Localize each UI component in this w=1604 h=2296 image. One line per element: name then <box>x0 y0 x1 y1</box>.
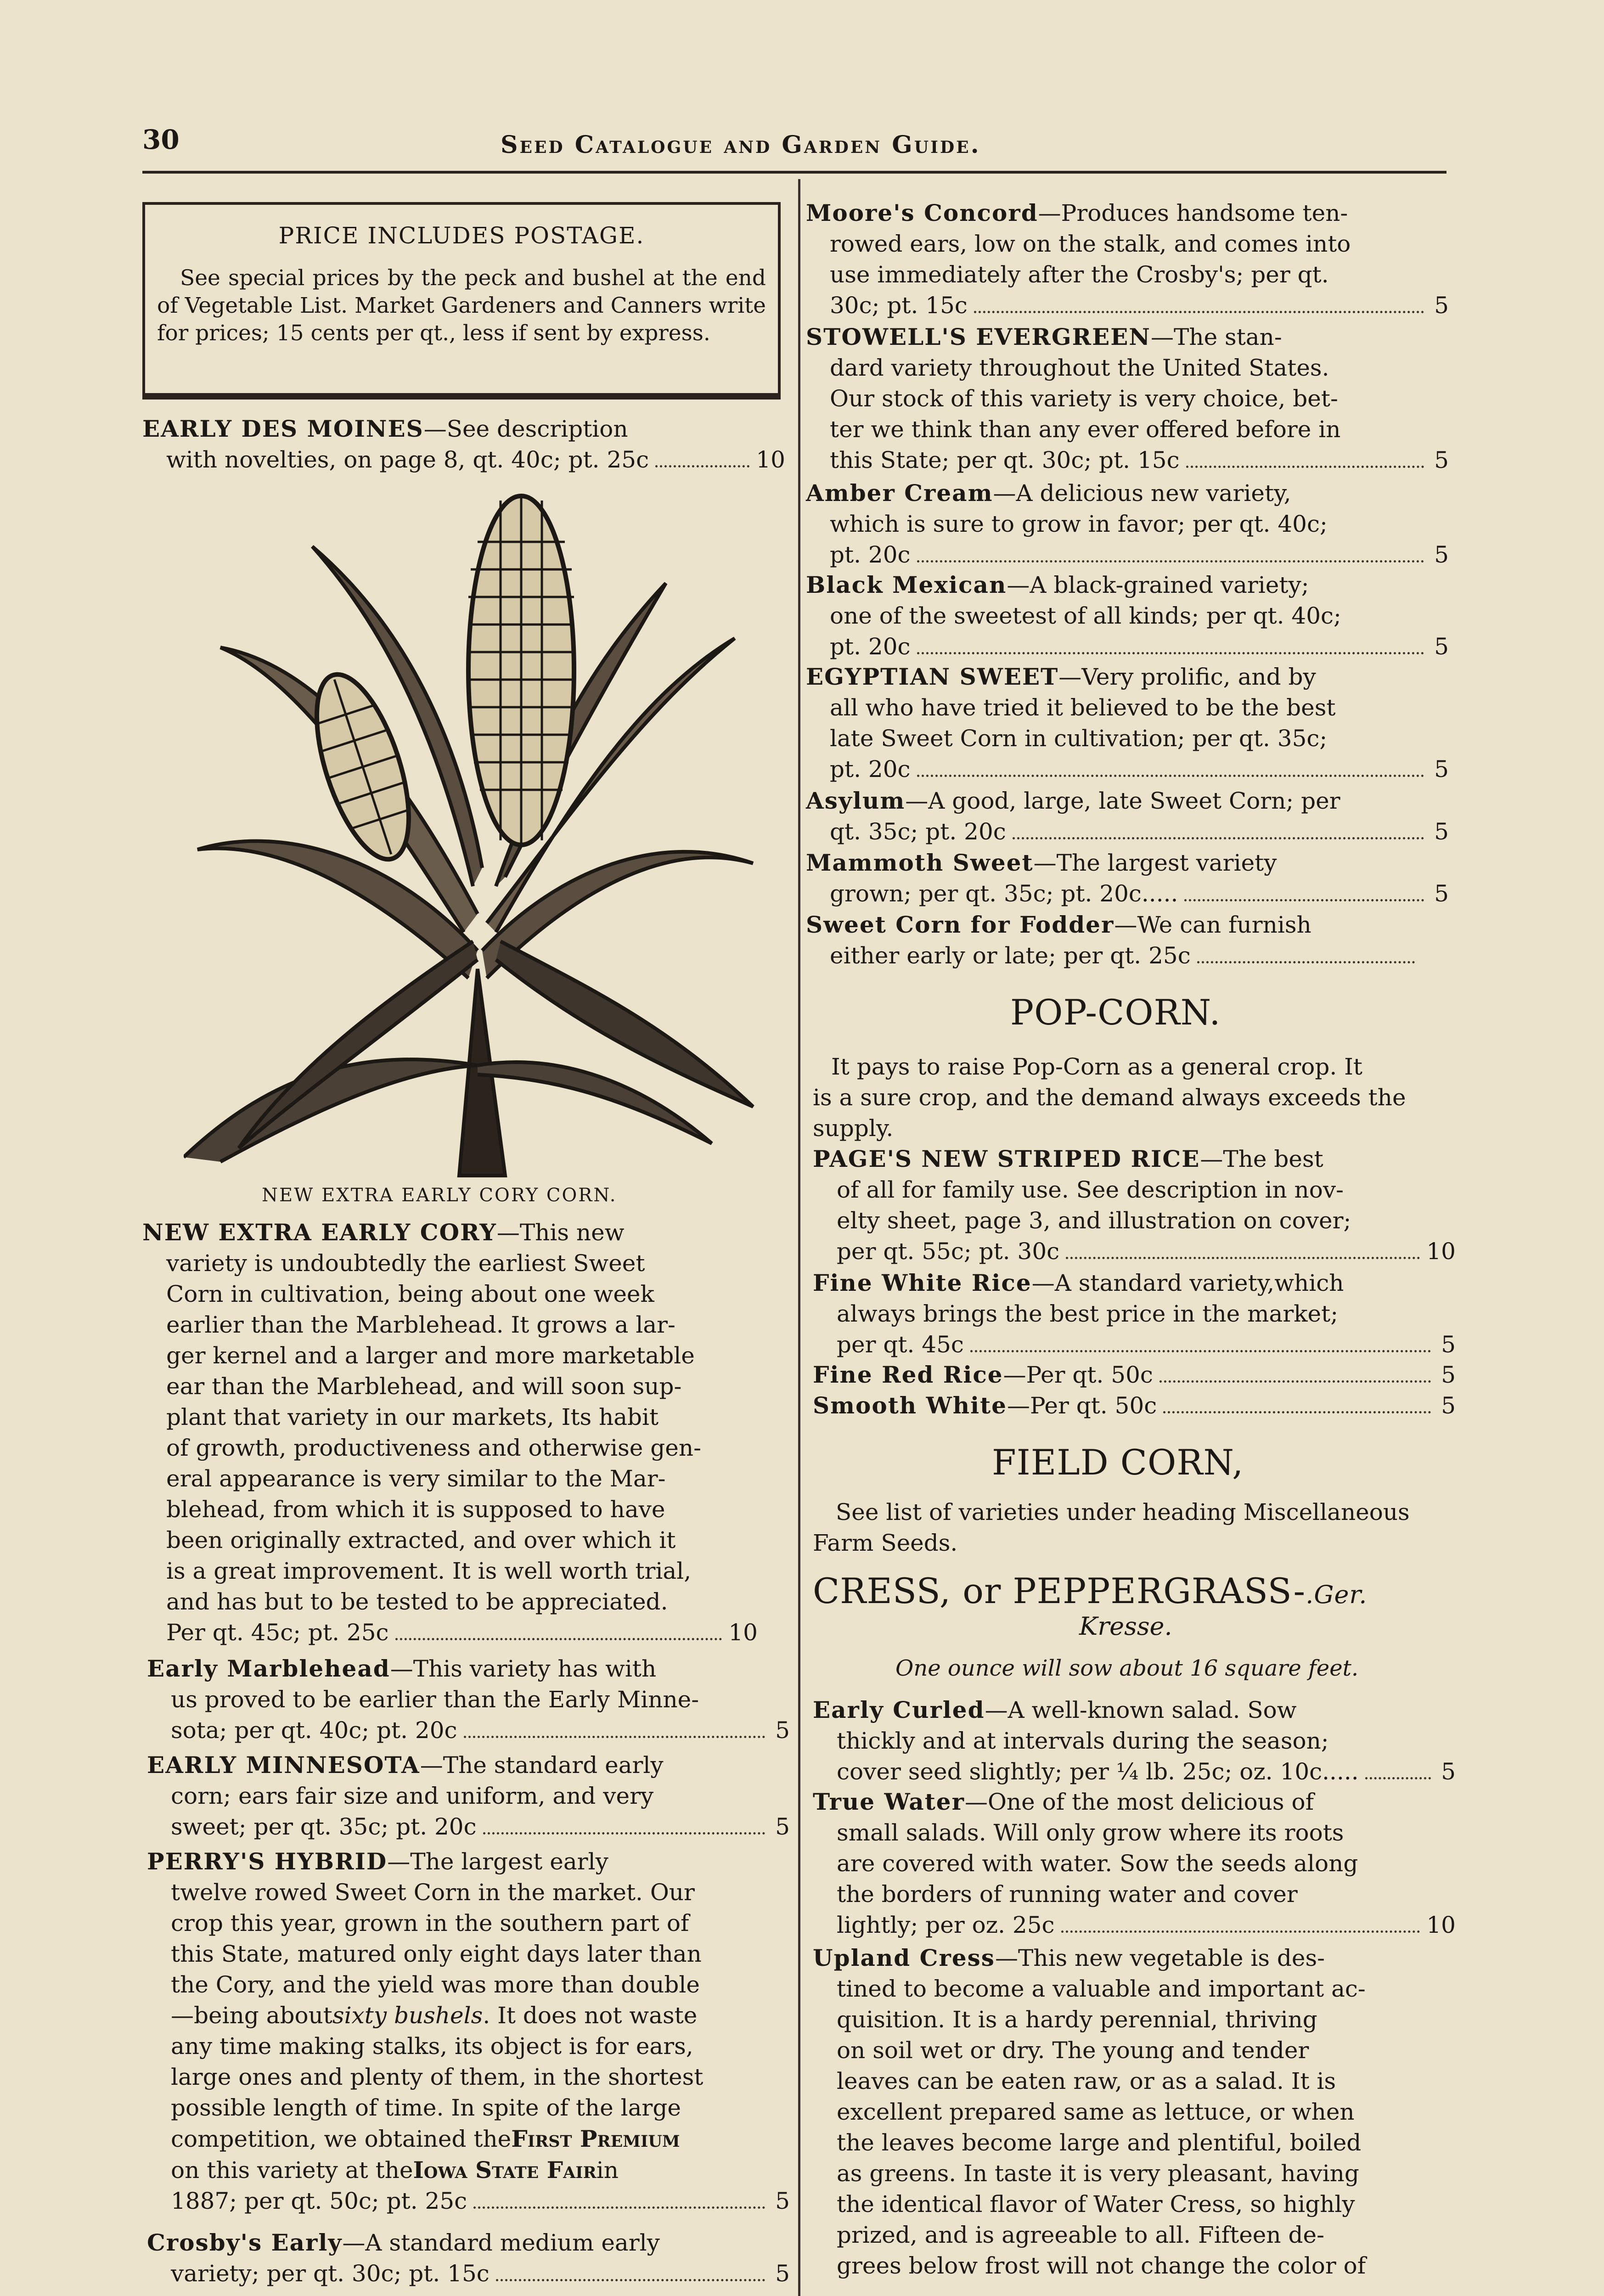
para-line: Farm Seeds. <box>813 1530 958 1556</box>
variety-name: Fine Red Rice <box>813 1361 1003 1388</box>
entry-text: —The stan- <box>1151 324 1282 350</box>
variety-name: Mammoth Sweet <box>806 849 1034 876</box>
entry-early-curled <box>813 1694 1456 1787</box>
entry-text: —This variety has with <box>390 1655 657 1682</box>
entry-text: pt. 20c <box>830 633 911 660</box>
entry-amber-cream <box>806 478 1449 570</box>
pop-corn-intro <box>813 1052 1456 1144</box>
entry-text: thickly and at intervals during the season; <box>837 1728 1329 1754</box>
entry-true-water <box>813 1786 1456 1941</box>
price-code: 5 <box>1441 1392 1456 1419</box>
postage-notice-box <box>142 202 781 400</box>
para-line: supply. <box>813 1115 894 1142</box>
entry-text: is a great improvement. It is well worth trial, <box>166 1558 692 1584</box>
entry-text: one of the sweetest of all kinds; per qt. 40c; <box>830 602 1341 629</box>
dot-leader <box>395 1638 722 1640</box>
dot-leader <box>1184 899 1424 901</box>
entry-text: on soil wet or dry. The young and tender <box>837 2037 1309 2064</box>
dot-leader <box>1066 1257 1420 1259</box>
entry-text: large ones and plenty of them, in the shortest <box>171 2064 704 2090</box>
entry-text: Our stock of this variety is very choice, bet- <box>830 385 1338 412</box>
entry-early-marblehead <box>147 1653 790 1746</box>
dot-leader <box>974 311 1424 313</box>
entry-text: tined to become a valuable and important ac- <box>837 1975 1366 2002</box>
entry-text: been originally extracted, and over which it <box>166 1527 676 1553</box>
entry-text: —Very prolific, and by <box>1058 664 1316 690</box>
variety-name: Black Mexican <box>806 571 1007 598</box>
dot-leader <box>1197 961 1415 963</box>
variety-name: Asylum <box>806 787 906 814</box>
dot-leader <box>970 1350 1431 1352</box>
entry-text: the borders of running water and cover <box>837 1881 1298 1908</box>
entry-text: pt. 20c <box>830 756 911 782</box>
entry-moores-concord <box>806 197 1449 321</box>
price-code: 10 <box>1426 1912 1456 1938</box>
entry-text: plant that variety in our markets, Its habit <box>166 1404 659 1430</box>
field-corn-text <box>813 1497 1456 1559</box>
para-line: is a sure crop, and the demand always exceeds the <box>813 1084 1406 1111</box>
price-code: 5 <box>1434 818 1449 845</box>
entry-text: —The largest early <box>387 1848 608 1875</box>
illustration-caption: NEW EXTRA EARLY CORY CORN. <box>262 1185 617 1206</box>
variety-name: EGYPTIAN SWEET <box>806 663 1059 690</box>
entry-text: either early or late; per qt. 25c <box>830 942 1191 969</box>
entry-asylum <box>806 785 1449 847</box>
main-corn-ear <box>468 496 574 845</box>
entry-pages-new-striped-rice <box>813 1143 1456 1267</box>
entry-text: and has but to be tested to be appreciated. <box>166 1588 668 1615</box>
variety-name: PERRY'S HYBRID <box>147 1848 388 1875</box>
entry-text: small salads. Will only grow where its roots <box>837 1819 1344 1846</box>
entry-text: ger kernel and a larger and more marketable <box>166 1342 695 1369</box>
entry-text: elty sheet, page 3, and illustration on cover; <box>837 1207 1351 1234</box>
entry-text: leaves can be eaten raw, or as a salad. It is <box>837 2068 1336 2094</box>
price-code: 5 <box>1441 1362 1456 1388</box>
entry-text: late Sweet Corn in cultivation; per qt. 35c; <box>830 725 1328 752</box>
entry-early-des-moines <box>142 413 785 475</box>
entry-stowells-evergreen <box>806 321 1449 476</box>
entry-text: —A delicious new variety, <box>993 480 1291 506</box>
entry-text: . It does not waste <box>483 2002 698 2029</box>
entry-text: —We can furnish <box>1114 912 1311 938</box>
entry-text: with novelties, on page 8, qt. 40c; pt. 25c <box>166 446 649 473</box>
section-heading-field-corn: FIELD CORN, <box>992 1442 1244 1483</box>
variety-name: STOWELL'S EVERGREEN <box>806 323 1151 350</box>
entry-text: as greens. In taste it is very pleasant, having <box>837 2160 1359 2187</box>
entry-black-mexican <box>806 569 1449 662</box>
entry-text: ear than the Marblehead, and will soon sup- <box>166 1373 682 1400</box>
price-code: 5 <box>775 1717 790 1744</box>
entry-text: —A standard medium early <box>342 2229 660 2256</box>
entry-text: earlier than the Marblehead. It grows a lar- <box>166 1311 675 1338</box>
entry-text: which is sure to grow in favor; per qt. 40c; <box>830 511 1328 537</box>
entry-text: the identical flavor of Water Cress, so highly <box>837 2191 1355 2217</box>
entry-text: cover seed slightly; per ¼ lb. 25c; oz. 10c..... <box>837 1758 1359 1785</box>
entry-text: —A good, large, late Sweet Corn; per <box>905 788 1340 814</box>
entry-new-extra-early-cory <box>142 1217 758 1648</box>
entry-text: blehead, from which it is supposed to have <box>166 1496 665 1523</box>
entry-text: qt. 35c; pt. 20c <box>830 818 1006 845</box>
entry-text: per qt. 45c <box>837 1331 964 1358</box>
price-code: 10 <box>756 446 785 473</box>
entry-text: the Cory, and the yield was more than double <box>171 1971 700 1998</box>
entry-text: possible length of time. In spite of the large <box>171 2094 681 2121</box>
entry-text: the leaves become large and plentiful, boiled <box>837 2129 1362 2156</box>
entry-text: —The standard early <box>420 1752 664 1778</box>
price-code: 5 <box>775 2188 790 2214</box>
dot-leader <box>1163 1411 1431 1413</box>
price-code: 5 <box>1434 292 1449 319</box>
entry-italic-text: sixty bushels <box>332 2002 483 2029</box>
entry-text: this State, matured only eight days later than <box>171 1941 702 1967</box>
price-code: 5 <box>1434 756 1449 782</box>
dot-leader <box>1159 1380 1431 1383</box>
dot-leader <box>496 2279 765 2281</box>
price-code: 5 <box>775 2260 790 2287</box>
variety-name: NEW EXTRA EARLY CORY <box>142 1219 497 1246</box>
variety-name: Early Marblehead <box>147 1655 390 1682</box>
page-number: 30 <box>142 124 180 155</box>
entry-text: pt. 20c <box>830 541 911 568</box>
entry-text: always brings the best price in the market; <box>837 1300 1339 1327</box>
cress-sowing-note: One ounce will sow about 16 square feet. <box>895 1655 1359 1681</box>
entry-text: lightly; per oz. 25c <box>837 1912 1055 1938</box>
entry-text: —One of the most delicious of <box>964 1789 1314 1815</box>
para-line: It pays to raise Pop-Corn as a general crop. It <box>831 1053 1362 1080</box>
entry-text: 1887; per qt. 50c; pt. 25c <box>171 2188 467 2214</box>
entry-text: —See description <box>423 416 628 442</box>
price-code: 5 <box>1441 1331 1456 1358</box>
entry-text: —The largest variety <box>1033 850 1277 876</box>
page-title: Seed Catalogue and Garden Guide. <box>501 131 981 159</box>
variety-name: Crosby's Early <box>147 2229 343 2256</box>
notice-title: PRICE INCLUDES POSTAGE. <box>278 222 645 249</box>
price-code: 10 <box>728 1619 758 1646</box>
notice-line: See special prices by the peck and bushel at <box>180 265 682 291</box>
entry-text: this State; per qt. 30c; pt. 15c <box>830 447 1180 473</box>
entry-text: grees below frost will not change the color of <box>837 2252 1366 2279</box>
entry-text: variety is undoubtedly the earliest Sweet <box>166 1250 645 1277</box>
variety-name: Fine White Rice <box>813 1269 1032 1296</box>
variety-name: Early Curled <box>813 1696 985 1723</box>
variety-name: Amber Cream <box>806 479 993 506</box>
price-code: 5 <box>1434 541 1449 568</box>
entry-text: —Per qt. 50c <box>1007 1392 1157 1419</box>
entry-mammoth-sweet <box>806 847 1449 909</box>
dot-leader <box>473 2206 765 2209</box>
dot-leader <box>1186 466 1424 468</box>
para-line: See list of varieties under heading Miscellaneous <box>836 1499 1410 1525</box>
entry-text: dard variety throughout the United States. <box>830 355 1329 381</box>
entry-text: Per qt. 45c; pt. 25c <box>166 1619 389 1646</box>
header-rule <box>142 171 1446 174</box>
price-code: 10 <box>1426 1238 1456 1265</box>
price-code: 5 <box>1434 880 1449 907</box>
entry-fine-red-rice <box>813 1359 1456 1390</box>
variety-name: EARLY MINNESOTA <box>147 1751 420 1778</box>
price-code: 5 <box>775 1813 790 1840</box>
section-heading-cress <box>813 1570 1367 1611</box>
variety-name: True Water <box>813 1788 965 1815</box>
entry-crosbys-early <box>147 2227 790 2289</box>
price-code: 5 <box>1434 633 1449 660</box>
notice-body <box>157 264 766 347</box>
entry-text: of growth, productiveness and otherwise gen- <box>166 1435 701 1461</box>
entry-text: us proved to be earlier than the Early Minne- <box>171 1686 699 1713</box>
entry-text: prized, and is agreeable to all. Fifteen de- <box>837 2222 1324 2248</box>
entry-text: grown; per qt. 35c; pt. 20c..... <box>830 880 1178 907</box>
entry-text: variety; per qt. 30c; pt. 15c <box>171 2260 490 2287</box>
first-premium-text: First Premium <box>511 2125 680 2152</box>
dot-leader <box>1013 837 1424 839</box>
entry-text: are covered with water. Sow the seeds along <box>837 1850 1358 1877</box>
state-fair-text: Iowa State Fair <box>413 2156 597 2183</box>
entry-text: —This new vegetable is des- <box>995 1945 1325 1971</box>
entry-fine-white-rice <box>813 1267 1456 1360</box>
entry-text: quisition. It is a hardy perennial, thriving <box>837 2006 1317 2033</box>
dot-leader <box>1061 1930 1420 1933</box>
entry-text: crop this year, grown in the southern part of <box>171 1910 689 1936</box>
entry-text: sota; per qt. 40c; pt. 20c <box>171 1717 457 1744</box>
entry-text: twelve rowed Sweet Corn in the market. Our <box>171 1879 695 1906</box>
entry-sweet-corn-for-fodder <box>806 909 1421 971</box>
cress-heading-german: .Ger. <box>1306 1580 1368 1609</box>
entry-text: corn; ears fair size and uniform, and very <box>171 1783 654 1809</box>
entry-text: rowed ears, low on the stalk, and comes into <box>830 231 1351 257</box>
entry-text: eral appearance is very similar to the Mar- <box>166 1465 666 1492</box>
notice-line: the end of Vegetable List. Market Gardeners <box>157 265 766 318</box>
variety-name: Smooth White <box>813 1392 1007 1419</box>
entry-text: per qt. 55c; pt. 30c <box>837 1238 1060 1265</box>
dot-leader <box>1365 1777 1431 1779</box>
cress-heading-kresse: Kresse. <box>1079 1612 1172 1641</box>
entry-text: competition, we obtained the <box>171 2126 512 2152</box>
entry-text: 30c; pt. 15c <box>830 292 968 319</box>
variety-name: Moore's Concord <box>806 199 1038 226</box>
entry-smooth-white <box>813 1390 1456 1421</box>
variety-name: Upland Cress <box>813 1944 995 1971</box>
entry-text: of all for family use. See description in nov- <box>837 1176 1344 1203</box>
entry-text: —A standard variety,which <box>1031 1270 1344 1296</box>
dot-leader <box>917 652 1424 654</box>
variety-name: PAGE'S NEW STRIPED RICE <box>813 1145 1200 1172</box>
column-divider <box>798 179 800 2296</box>
variety-name: EARLY DES MOINES <box>142 415 424 442</box>
entry-text: —A black-grained variety; <box>1007 572 1309 598</box>
entry-text: ter we think than any ever offered before in <box>830 416 1341 443</box>
entry-upland-cress <box>813 1942 1456 2281</box>
notice-line: less if sent by express. <box>462 321 710 346</box>
dot-leader <box>655 465 749 467</box>
entry-text: sweet; per qt. 35c; pt. 20c <box>171 1813 477 1840</box>
entry-text: Corn in cultivation, being about one week <box>166 1281 654 1307</box>
section-heading-pop-corn: POP-CORN. <box>1010 992 1221 1033</box>
entry-text: —being about <box>171 2002 332 2029</box>
dot-leader <box>917 560 1424 563</box>
entry-early-minnesota <box>147 1750 790 1842</box>
variety-name: Sweet Corn for Fodder <box>806 911 1114 938</box>
price-code: 5 <box>1441 1758 1456 1785</box>
entry-text: —Produces handsome ten- <box>1038 200 1348 226</box>
entry-text: any time making stalks, its object is for ears, <box>171 2033 693 2060</box>
entry-text: in <box>596 2157 619 2183</box>
cress-heading-text: CRESS, or PEPPERGRASS- <box>813 1570 1306 1611</box>
dot-leader <box>917 775 1424 777</box>
price-code: 5 <box>1434 447 1449 473</box>
dot-leader <box>483 1832 765 1835</box>
entry-text: on this variety at the <box>171 2157 413 2183</box>
entry-egyptian-sweet <box>806 661 1449 785</box>
notice-line: and Canners write for prices; 15 cents per qt., <box>157 293 766 346</box>
entry-text: —Per qt. 50c <box>1003 1362 1153 1388</box>
entry-perrys-hybrid <box>147 1846 790 2217</box>
entry-text: —A well-known salad. Sow <box>985 1697 1297 1723</box>
entry-text: use immediately after the Crosby's; per qt. <box>830 261 1329 288</box>
entry-text: —The best <box>1200 1146 1323 1172</box>
entry-text: —This new <box>496 1219 625 1246</box>
entry-text: excellent prepared same as lettuce, or when <box>837 2099 1355 2125</box>
entry-text: all who have tried it believed to be the best <box>830 694 1336 721</box>
corn-illustration <box>184 473 767 1180</box>
dot-leader <box>464 1736 765 1738</box>
